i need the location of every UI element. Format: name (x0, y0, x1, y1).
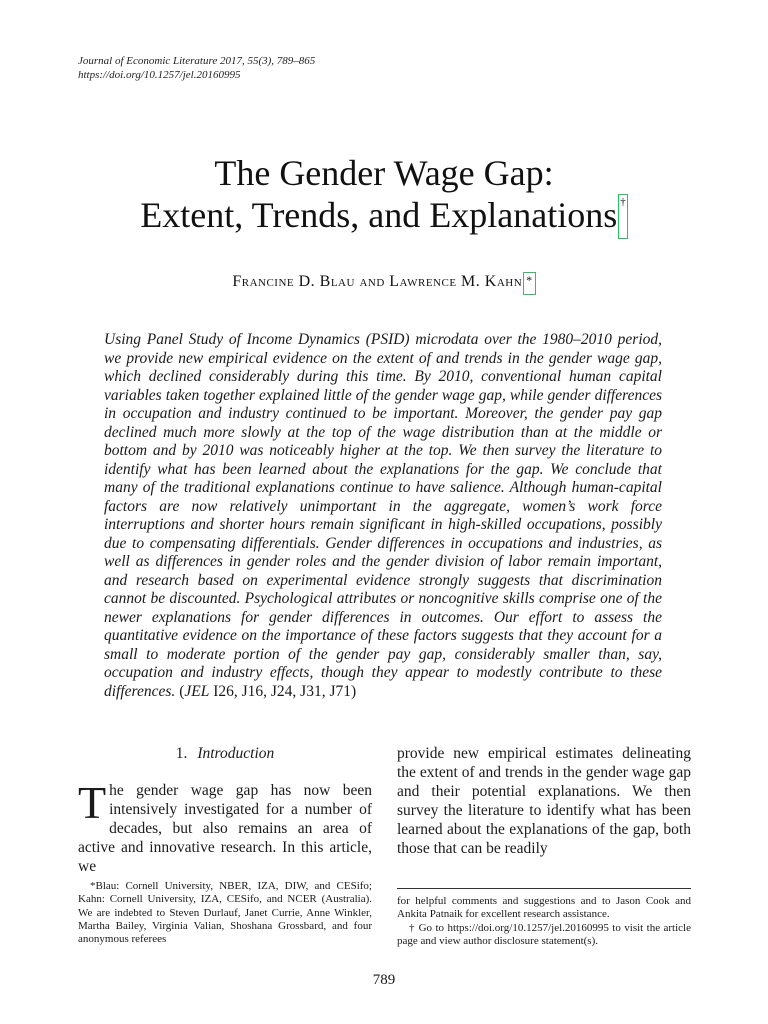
section-name: Introduction (197, 745, 275, 762)
drop-cap: T (78, 777, 107, 828)
page-number: 789 (372, 972, 396, 988)
journal-doi: https://doi.org/10.1257/jel.20160995 (78, 69, 241, 81)
author-line (0, 272, 768, 295)
abstract (104, 331, 662, 701)
article-title (0, 152, 768, 239)
intro-paragraph-right: provide new empirical estimates delineating the extent of and trends in the gender wage gap and their potential explanations. We then survey the literature to identify what has been learned about the explanations of the gap, both those that can be readily (397, 745, 691, 857)
jel-label: JEL (184, 682, 210, 700)
section-heading (78, 744, 372, 764)
jel-codes (175, 683, 356, 700)
jel-open: ( (175, 682, 185, 700)
intro-left-text: he gender wage gap has now been intensively investigated for a number of decades, but also remains an area of active and innovative research. In this article, we (78, 782, 372, 875)
footnote-right-text: for helpful comments and suggestions and to Jason Cook and Ankita Patnaik for excellent research assistance. (397, 895, 691, 921)
footnote-dagger-text: † Go to https://doi.org/10.1257/jel.20160995 to visit the article page and view author disclosure statement(s). (397, 921, 691, 947)
intro-paragraph-left (78, 777, 372, 876)
abstract-text: Using Panel Study of Income Dynamics (PSID) microdata over the 1980–2010 period, we provide new empirical evidence on the extent of and trends in the gender wage gap, which declined considerably during this time. By 2010, conventional human capital variables taken together explained little of the gender wage gap, while gender differences in occupation and industry continued to be important. Moreover, the gender pay gap declined much more slowly at the top of the wage distribution than at the middle or bottom and by 2010 was noticeably higher at the top. We then survey the literature to identify what has been learned about the explanations for the gap. We conclude that many of the traditional explanations continue to have salience. Although human-capital factors are now relatively unimportant in the aggregate, women’s work force interruptions and shorter hours remain significant in high-skilled occupations, possibly due to compensating differentials. Gender differences in occupations and industries, as well as differences in gender roles and the gender division of labor remain important, and research based on experimental evidence strongly suggests that discrimination cannot be discounted. Psychological attributes or noncognitive skills comprise one of the newer explanations for gender differences in outcomes. Our effort to assess the quantitative evidence on the importance of these factors suggests that they account for a small to moderate portion of the gender pay gap, considerably smaller than, say, occupation and industry effects, though they appear to modestly contribute to these differences. (104, 331, 662, 700)
title-footnote-link[interactable]: † (618, 194, 628, 239)
footnote-left-text: *Blau: Cornell University, NBER, IZA, DIW, and CESifo; Kahn: Cornell University, IZA, CESifo, and NCER (Australia). We are indebted to Steven Durlauf, Janet Currie, Anne Winkler, Martha Bailey, Virginia Valian, Shoshana Grossbard, and four anonymous referees (78, 880, 372, 946)
right-column (397, 744, 691, 858)
author-footnote-link[interactable]: * (523, 272, 536, 295)
author-names: Francine D. Blau and Lawrence M. Kahn (232, 273, 523, 290)
section-number: 1. (175, 745, 188, 762)
footnote-affiliations (78, 880, 372, 946)
left-column (78, 744, 372, 876)
jel-code-list: I26, J16, J24, J31, J71) (209, 682, 357, 700)
journal-header (78, 54, 315, 82)
title-line-2 (0, 194, 768, 239)
footnote-continued (397, 888, 691, 948)
title-line-2-text: Extent, Trends, and Explanations (140, 195, 618, 235)
title-line-1: The Gender Wage Gap: (214, 153, 554, 193)
journal-citation: Journal of Economic Literature 2017, 55(3), 789–865 (78, 55, 316, 67)
